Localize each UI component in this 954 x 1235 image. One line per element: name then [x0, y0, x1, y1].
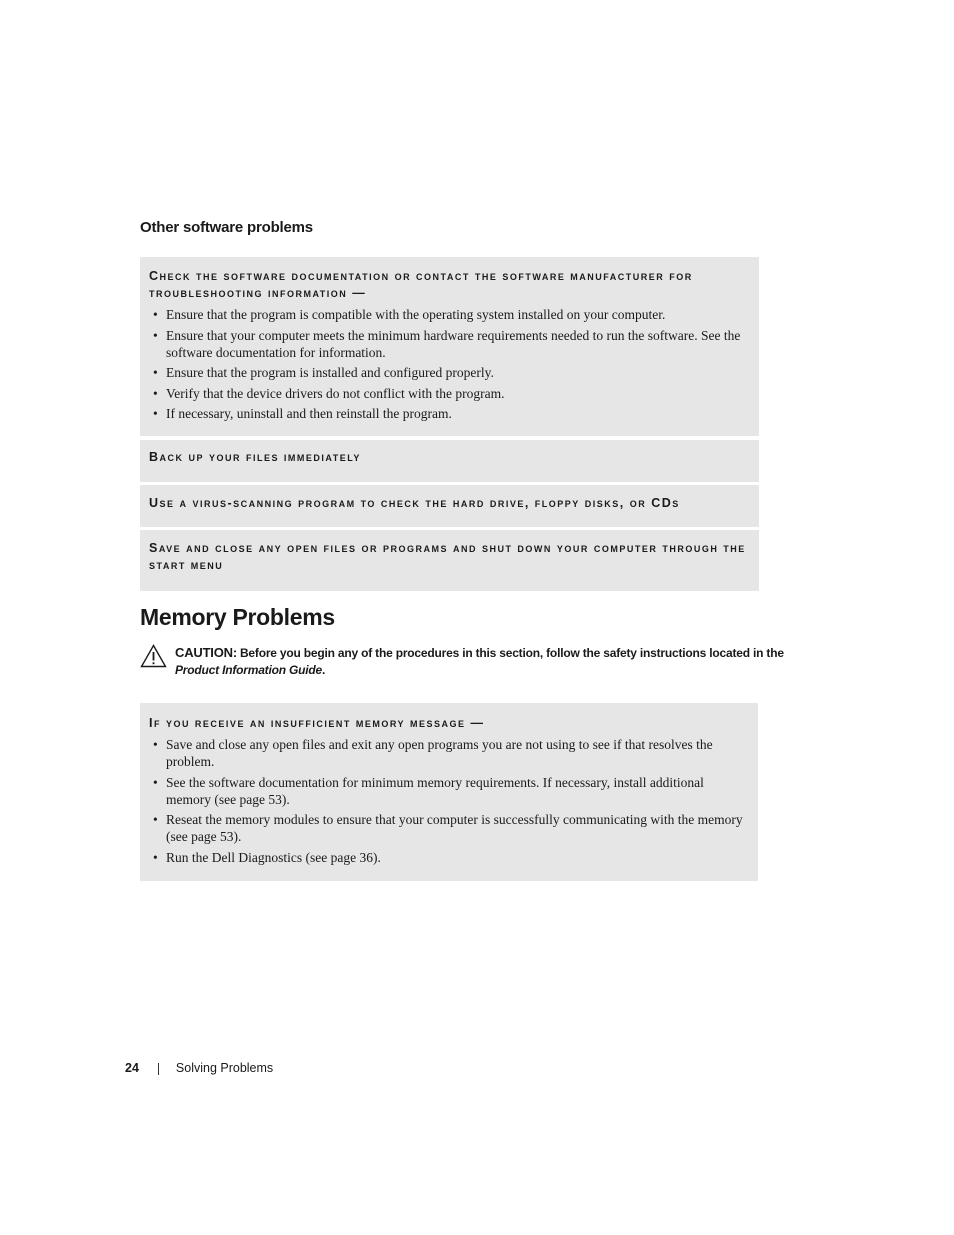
shutdown-box [140, 530, 759, 591]
bullet-list [149, 306, 749, 422]
software-tips-box [140, 257, 759, 436]
box-title: Save and close any open files or programs and shut down your computer through the start menu [149, 541, 746, 572]
backup-box [140, 440, 759, 482]
memory-tips-box [140, 703, 758, 881]
list-item: • Ensure that the program is installed and configured properly. [153, 365, 494, 380]
box-title: Check the software documentation or contact the software manufacturer for troubleshooting information — [149, 269, 693, 300]
page-footer [125, 1061, 273, 1075]
list-item: • Ensure that your computer meets the minimum hardware requirements needed to run the software. See the software documentation for information. [153, 327, 741, 360]
caution-notice [140, 644, 820, 679]
virus-scan-box [140, 485, 759, 527]
section-name: Solving Problems [175, 1061, 274, 1075]
bullet-list [149, 736, 748, 866]
page-number: 24 [125, 1061, 139, 1075]
box-title: Back up your files immediately [149, 450, 361, 464]
list-item: • If necessary, uninstall and then reinstall the program. [153, 406, 452, 421]
caution-label: CAUTION: [175, 645, 237, 660]
guide-title: Product Information Guide [175, 663, 322, 677]
section-title: Memory Problems [140, 604, 335, 630]
caution-text: CAUTION: Before you begin any of the procedures in this section, follow the safety instructions located in the Product Information Guide. [175, 645, 784, 677]
warning-triangle-icon [140, 644, 167, 668]
box-title: Use a virus-scanning program to check the hard drive, floppy disks, or CDs [149, 496, 680, 510]
list-item: • Run the Dell Diagnostics (see page 36). [153, 849, 381, 865]
footer-separator [158, 1063, 159, 1075]
list-item: • Verify that the device drivers do not conflict with the program. [153, 385, 505, 401]
subsection-heading: Other software problems [140, 219, 313, 236]
list-item: • See the software documentation for minimum memory requirements. If necessary, install additional memory (see page 53). [153, 774, 704, 807]
list-item: • Ensure that the program is compatible with the operating system installed on your computer. [153, 307, 666, 322]
box-title: If you receive an insufficient memory message — [149, 716, 485, 730]
list-item: • Save and close any open files and exit any open programs you are not using to see if that resolves the problem. [153, 737, 713, 769]
list-item: • Reseat the memory modules to ensure that your computer is successfully communicating with the memory (see page 53). [153, 812, 743, 844]
